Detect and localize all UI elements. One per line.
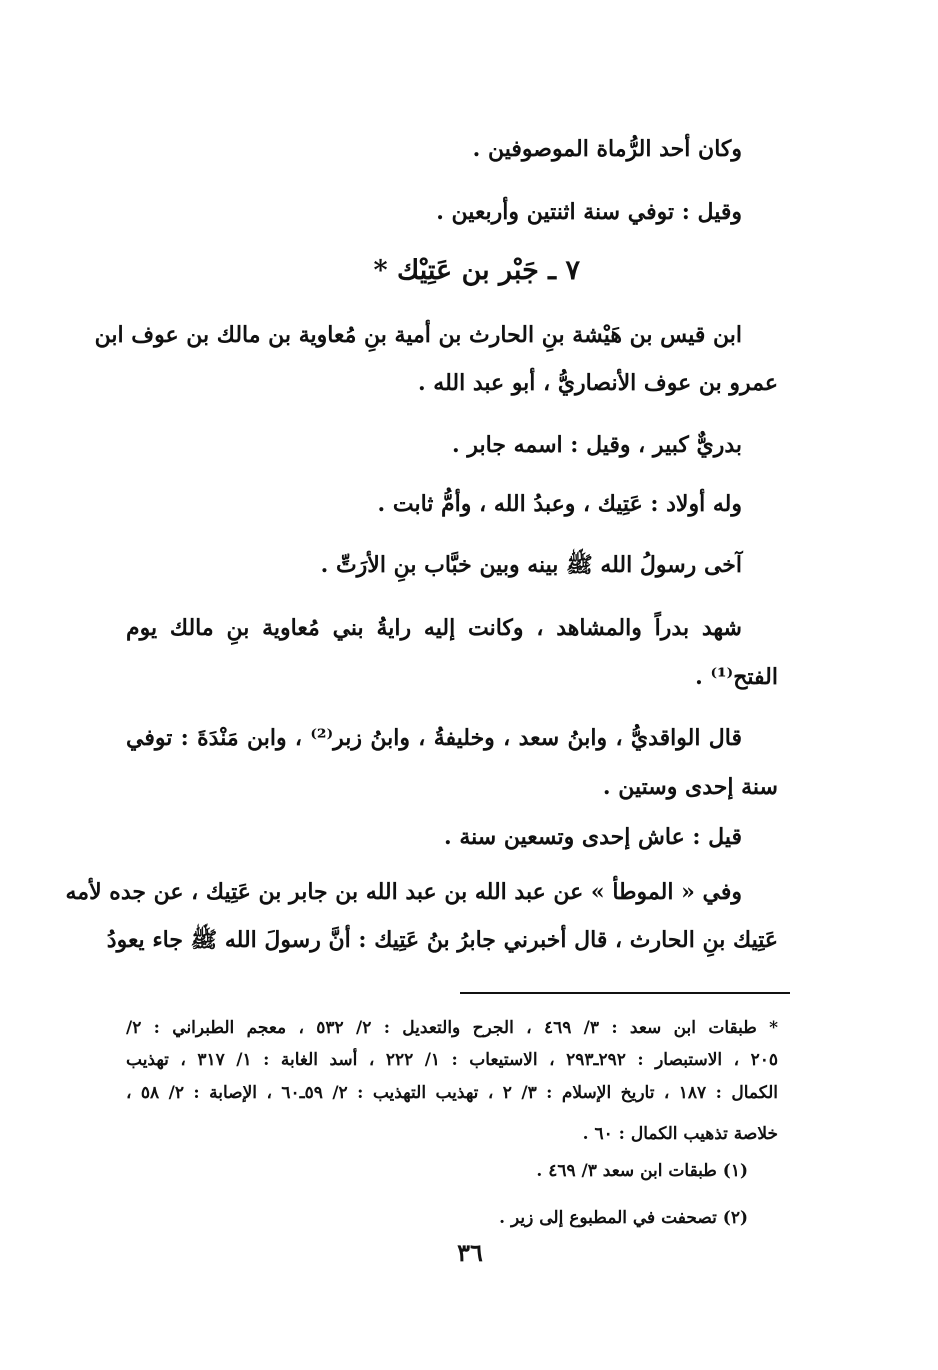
paragraph-line: قال الواقديُّ ، وابنُ سعد ، وخليفةُ ، وابنُ زبر⁽²⁾ ، وابن مَنْدَةَ : توفي bbox=[126, 725, 743, 751]
biography-heading: ٧ ـ جَبْر بن عَتِيْك * bbox=[373, 255, 580, 286]
footnote-separator bbox=[460, 992, 790, 994]
paragraph-line: بدريٌّ كبير ، وقيل : اسمه جابر . bbox=[452, 432, 742, 458]
footnote-line: خلاصة تذهيب الكمال : ٦٠ . bbox=[582, 1124, 778, 1144]
paragraph-line: وقيل : توفي سنة اثنتين وأربعين . bbox=[436, 199, 742, 225]
paragraph-line: آخى رسولُ الله ﷺ بينه وبين خبَّاب بنِ الأرَتِّ . bbox=[320, 552, 742, 578]
paragraph-line: سنة إحدى وستين . bbox=[602, 774, 778, 800]
paragraph-line: وله أولاد : عَتِيك ، وعبدُ الله ، وأمُّ ثابت . bbox=[377, 491, 742, 517]
footnote-line: ٢٠٥ ، الاستبصار : ٢٩٢ـ٢٩٣ ، الاستيعاب : ١/ ٢٢٢ ، أسد الغابة : ١/ ٣١٧ ، تهذيب bbox=[126, 1050, 779, 1070]
paragraph-line: عَتِيك بنِ الحارث ، قال أخبرني جابرُ بنُ عَتِيك : أنَّ رسولَ الله ﷺ جاء يعودُ bbox=[106, 927, 778, 953]
paragraph-line: وكان أحد الرُّماة الموصوفين . bbox=[472, 136, 742, 162]
footnote-line: الكمال : ١٨٧ ، تاريخ الإسلام : ٣/ ٢ ، تهذيب التهذيب : ٢/ ٥٩ـ٦٠ ، الإصابة : ٢/ ٥٨ ، bbox=[126, 1083, 778, 1103]
footnote-line: (٢) تصحفت في المطبوع إلى زير . bbox=[499, 1208, 748, 1228]
page-number: ٣٦ bbox=[457, 1238, 483, 1267]
footnote-line: * طبقات ابن سعد : ٣/ ٤٦٩ ، الجرح والتعديل : ٢/ ٥٣٢ ، معجم الطبراني : ٢/ bbox=[126, 1018, 778, 1038]
paragraph-line: شهد بدراً والمشاهد ، وكانت إليه رايةُ بني مُعاوية بنِ مالك يوم bbox=[126, 615, 742, 641]
paragraph-line: الفتح⁽¹⁾ . bbox=[695, 664, 778, 690]
paragraph-line: عمرو بن عوف الأنصاريُّ ، أبو عبد الله . bbox=[417, 370, 778, 396]
paragraph-line: وفي « الموطأ » عن عبد الله بن عبد الله بن جابر بن عَتِيك ، عن جده لأمه bbox=[65, 879, 742, 905]
footnote-line: (١) طبقات ابن سعد ٣/ ٤٦٩ . bbox=[536, 1161, 748, 1181]
paragraph-line: قيل : عاش إحدى وتسعين سنة . bbox=[444, 824, 742, 850]
paragraph-line: ابن قيس بن هَيْشة بنِ الحارث بن أمية بنِ مُعاوية بن مالك بن عوف ابن bbox=[94, 322, 742, 348]
